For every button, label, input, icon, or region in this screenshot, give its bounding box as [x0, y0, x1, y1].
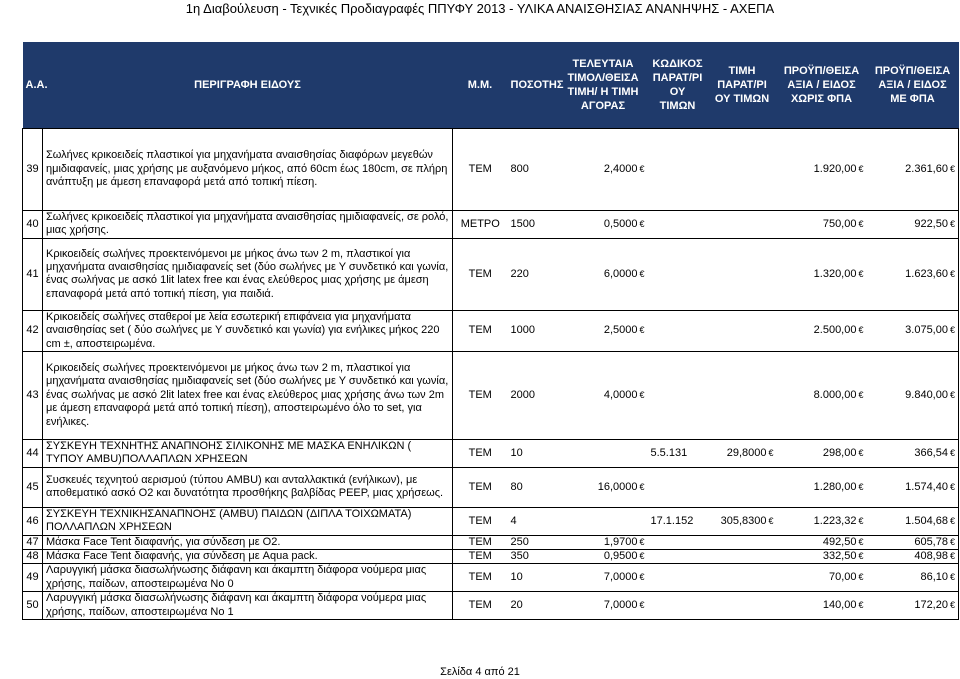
row-observatory-code: 17.1.152: [648, 507, 708, 535]
row-value-with-vat: [867, 352, 959, 440]
euro-icon: [950, 163, 955, 176]
row-description: Κρικοειδείς σωλήνες σταθεροί με λεία εσωτερική επιφάνεια για μηχανήματα αναισθησίας set ( δύο σωλήνες με Υ συνδετικό και γωνία) για ενήλικες μήκος 220 cm ±, αποστειρωμένα.: [43, 310, 453, 351]
euro-icon: [639, 571, 644, 584]
row-number: 39: [23, 129, 43, 211]
row-observatory-price-value: 305,8300: [720, 514, 767, 527]
row-value-with-vat-value: 2.361,60: [905, 163, 948, 175]
row-value-no-vat-value: 1.280,00: [813, 480, 857, 493]
row-unit: ΤΕΜ: [453, 467, 508, 507]
row-number: 50: [23, 592, 43, 620]
row-value-with-vat-value: 1.574,40: [905, 480, 948, 493]
row-last-price-value: 7,0000: [603, 571, 638, 584]
row-last-price: [559, 507, 648, 535]
row-description: Κρικοειδείς σωλήνες προεκτεινόμενοι με μήκος άνω των 2 m, πλαστικοί για μηχανήματα αναισθησίας ημιδιαφανείς set (δύο σωλήνες με Υ συνδετικό και γωνία, ένας σωλήνας με ασκό 2lit latex free και ένας ελεύθερος μιας χρήσης άνω των 2m με άμεση επαναφορά μετά από τοπική πίεση), αποστειρωμένο όλο το set, για ενήλικες.: [43, 352, 453, 440]
euro-icon: [858, 515, 863, 528]
euro-icon: [950, 447, 955, 460]
row-value-with-vat-value: 366,54: [914, 446, 948, 459]
row-observatory-price: [708, 550, 777, 564]
row-value-no-vat-value: 1.320,00: [813, 267, 857, 280]
row-value-with-vat-value: 86,10: [920, 571, 948, 584]
table-row: [23, 535, 959, 549]
row-value-with-vat: [867, 507, 959, 535]
table-row: [23, 564, 959, 592]
row-observatory-code: [648, 310, 708, 351]
row-description: ΣΥΣΚΕΥΗ ΤΕΧΝΙΚΗΣΑΝΑΠΝΟΗΣ (AMBU) ΠΑΙΔΩΝ (ΔΙΠΛΑ ΤΟΙΧΩΜΑΤΑ) ΠΟΛΛΑΠΛΩΝ ΧΡΗΣΕΩΝ: [43, 507, 453, 535]
row-last-price-value: 1,9700: [603, 535, 638, 548]
row-value-with-vat-value: 172,20: [914, 599, 948, 612]
row-value-no-vat-value: 1.920,00: [813, 163, 857, 175]
row-description: Συσκευές τεχνητού αερισμού (τύπου AMBU) και ανταλλακτικά (ενήλικων), με αποθεματικό ασκό Ο2 και δυνατότητα προσθήκης βαλβίδας PEEP, μιας χρήσεως.: [43, 467, 453, 507]
row-description: Μάσκα Face Tent διαφανής, για σύνδεση με Aqua pack.: [43, 550, 453, 564]
row-observatory-price: [708, 310, 777, 351]
euro-icon: [950, 515, 955, 528]
euro-icon: [858, 218, 863, 231]
row-value-with-vat-value: 605,78: [914, 535, 948, 548]
row-last-price-value: 0,9500: [603, 550, 638, 563]
row-observatory-code: [648, 564, 708, 592]
row-last-price: [559, 238, 648, 310]
euro-icon: [639, 550, 644, 563]
row-value-no-vat: [777, 535, 867, 549]
row-quantity: 4: [508, 507, 559, 535]
euro-icon: [950, 268, 955, 281]
document-header: 1η Διαβούλευση - Τεχνικές Προδιαγραφές ΠΠΥΦΥ 2013 - ΥΛΙΚΑ ΑΝΑΙΣΘΗΣΙΑΣ ΑΝΑΝΗΨΗΣ - ΑΧΕΠΑ: [185, 1, 775, 16]
table-row: [23, 550, 959, 564]
row-unit: ΤΕΜ: [453, 550, 508, 564]
row-last-price-value: 2,4000: [603, 163, 638, 175]
row-number: 46: [23, 507, 43, 535]
row-description: Μάσκα Face Tent διαφανής, για σύνδεση με Ο2.: [43, 535, 453, 549]
euro-icon: [639, 163, 644, 176]
table-row: [23, 211, 959, 239]
row-description: Σωλήνες κρικοειδείς πλαστικοί για μηχανήματα αναισθησίας διαφόρων μεγεθών ημιδιαφανείς, μιας χρήσης με αυξανόμενο μήκος, από 60cm έως 180cm, σε πλήρη ανάπτυξη με άμεση επαναφορά μετά από τοπική πίεση.: [43, 129, 453, 211]
row-number: 40: [23, 211, 43, 239]
row-value-with-vat-value: 922,50: [914, 217, 948, 230]
row-observatory-code: [648, 211, 708, 239]
row-last-price: [559, 535, 648, 549]
row-observatory-price: [708, 440, 777, 468]
row-number: 44: [23, 440, 43, 468]
euro-icon: [639, 599, 644, 612]
row-value-no-vat: [777, 564, 867, 592]
row-last-price: [559, 592, 648, 620]
table-row: [23, 440, 959, 468]
row-unit: ΤΕΜ: [453, 507, 508, 535]
row-value-with-vat: [867, 535, 959, 549]
euro-icon: [950, 599, 955, 612]
row-value-no-vat-value: 1.223,32: [813, 514, 857, 527]
row-quantity: 2000: [508, 352, 559, 440]
row-last-price: [559, 440, 648, 468]
row-observatory-code: [648, 129, 708, 211]
euro-icon: [858, 447, 863, 460]
row-description: Λαρυγγική μάσκα διασωλήνωσης διάφανη και άκαμπτη διάφορα νούμερα μιας χρήσης, παίδων, αποστειρωμένα Νο 1: [43, 592, 453, 620]
row-observatory-code: 5.5.131: [648, 440, 708, 468]
row-description: Σωλήνες κρικοειδείς πλαστικοί για μηχανήματα αναισθησίας ημιδιαφανείς, σε ρολό, μιας χρήσης.: [43, 211, 453, 239]
row-value-no-vat-value: 2.500,00: [813, 324, 857, 337]
euro-icon: [639, 324, 644, 337]
row-observatory-price: [708, 564, 777, 592]
row-unit: ΤΕΜ: [453, 440, 508, 468]
row-description: ΣΥΣΚΕΥΗ ΤΕΧΝΗΤΗΣ ΑΝΑΠΝΟΗΣ ΣΙΛΙΚΟΝΗΣ ΜΕ ΜΑΣΚΑ ΕΝΗΛΙΚΩΝ ( ΤΥΠΟΥ AMBU)ΠΟΛΛΑΠΛΩΝ ΧΡΗΣΕΩΝ: [43, 440, 453, 468]
row-quantity: 1500: [508, 211, 559, 239]
row-observatory-code: [648, 467, 708, 507]
row-value-with-vat: [867, 550, 959, 564]
row-observatory-price: [708, 592, 777, 620]
row-value-with-vat: [867, 440, 959, 468]
table-row: [23, 467, 959, 507]
euro-icon: [858, 536, 863, 549]
row-number: 43: [23, 352, 43, 440]
table-body: [23, 129, 959, 620]
table-row: [23, 238, 959, 310]
euro-icon: [950, 571, 955, 584]
row-value-no-vat: [777, 507, 867, 535]
col-header-aa: Α.Α.: [23, 42, 43, 129]
row-observatory-code: [648, 592, 708, 620]
row-value-with-vat-value: 3.075,00: [905, 324, 948, 337]
euro-icon: [858, 571, 863, 584]
row-quantity: 250: [508, 535, 559, 549]
row-last-price: [559, 211, 648, 239]
row-value-with-vat: [867, 238, 959, 310]
row-unit: ΤΕΜ: [453, 352, 508, 440]
row-last-price-value: 16,0000: [597, 480, 638, 493]
row-quantity: 220: [508, 238, 559, 310]
euro-icon: [858, 481, 863, 494]
row-observatory-price: [708, 507, 777, 535]
row-value-no-vat: [777, 310, 867, 351]
row-value-with-vat: [867, 467, 959, 507]
row-quantity: 20: [508, 592, 559, 620]
row-last-price: [559, 310, 648, 351]
row-value-with-vat: [867, 592, 959, 620]
row-value-no-vat: [777, 238, 867, 310]
euro-icon: [858, 324, 863, 337]
row-value-no-vat-value: 70,00: [828, 571, 857, 584]
table-row: [23, 507, 959, 535]
col-header-value-with-vat: ΠΡΟΫΠ/ΘΕΙΣΑ ΑΞΙΑ / ΕΙΔΟΣ ΜΕ ΦΠΑ: [867, 42, 959, 129]
row-quantity: 800: [508, 129, 559, 211]
row-observatory-price: [708, 467, 777, 507]
euro-icon: [639, 218, 644, 231]
row-value-no-vat-value: 298,00: [822, 446, 857, 459]
row-last-price: [559, 352, 648, 440]
row-observatory-price: [708, 129, 777, 211]
row-last-price-value: 7,0000: [603, 599, 638, 612]
row-value-no-vat-value: 140,00: [822, 599, 857, 612]
row-description: Λαρυγγική μάσκα διασωλήνωσης διάφανη και άκαμπτη διάφορα νούμερα μιας χρήσης, παίδων, αποστειρωμένα Νο 0: [43, 564, 453, 592]
col-header-quantity: ΠΟΣΟΤΗΣ: [508, 42, 559, 129]
table-row: [23, 592, 959, 620]
col-header-last-price: ΤΕΛΕΥΤΑΙΑ ΤΙΜΟΛ/ΘΕΙΣΑ ΤΙΜΗ/ Η ΤΙΜΗ ΑΓΟΡΑΣ: [559, 42, 648, 129]
euro-icon: [950, 536, 955, 549]
row-last-price: [559, 467, 648, 507]
row-last-price-value: 4,0000: [603, 389, 638, 402]
euro-icon: [639, 268, 644, 281]
row-quantity: 10: [508, 440, 559, 468]
row-value-no-vat-value: 750,00: [822, 217, 857, 230]
row-value-no-vat: [777, 440, 867, 468]
euro-icon: [950, 389, 955, 402]
row-value-no-vat-value: 8.000,00: [813, 389, 857, 402]
euro-icon: [639, 536, 644, 549]
col-header-value-no-vat: ΠΡΟΫΠ/ΘΕΙΣΑ ΑΞΙΑ / ΕΙΔΟΣ ΧΩΡΙΣ ΦΠΑ: [777, 42, 867, 129]
euro-icon: [950, 324, 955, 337]
row-unit: ΜΕΤΡΟ: [453, 211, 508, 239]
euro-icon: [639, 481, 644, 494]
row-number: 42: [23, 310, 43, 351]
euro-icon: [950, 481, 955, 494]
row-observatory-code: [648, 238, 708, 310]
table-row: [23, 352, 959, 440]
col-header-observatory-code: ΚΩΔΙΚΟΣ ΠΑΡΑΤ/ΡΙ ΟΥ ΤΙΜΩΝ: [648, 42, 708, 129]
euro-icon: [858, 163, 863, 176]
row-value-no-vat: [777, 550, 867, 564]
euro-icon: [858, 550, 863, 563]
col-header-unit: Μ.Μ.: [453, 42, 508, 129]
row-unit: ΤΕΜ: [453, 535, 508, 549]
row-observatory-price: [708, 238, 777, 310]
row-value-with-vat-value: 408,98: [914, 550, 948, 563]
row-description: Κρικοειδείς σωλήνες προεκτεινόμενοι με μήκος άνω των 2 m, πλαστικοί για μηχανήματα αναισθησίας ημιδιαφανείς set (δύο σωλήνες με Υ συνδετικό και γωνία, ένας σωλήνας με ασκό 1lit latex free και ένας ελεύθερος μιας χρήσης με άμεση επαναφορά μετά από τοπική πίεση, για παιδιά.: [43, 238, 453, 310]
row-value-no-vat: [777, 211, 867, 239]
row-observatory-price: [708, 352, 777, 440]
row-value-with-vat: [867, 129, 959, 211]
table-row: [23, 129, 959, 211]
row-quantity: 1000: [508, 310, 559, 351]
row-unit: ΤΕΜ: [453, 129, 508, 211]
table-row: [23, 310, 959, 351]
euro-icon: [950, 218, 955, 231]
row-value-with-vat: [867, 310, 959, 351]
row-last-price: [559, 129, 648, 211]
euro-icon: [950, 550, 955, 563]
row-number: 41: [23, 238, 43, 310]
euro-icon: [858, 389, 863, 402]
row-last-price-value: 2,5000: [603, 324, 638, 337]
row-value-with-vat-value: 9.840,00: [905, 389, 948, 402]
col-header-description: ΠΕΡΙΓΡΑΦΗ ΕΙΔΟΥΣ: [43, 42, 453, 129]
row-unit: ΤΕΜ: [453, 564, 508, 592]
items-table: [22, 42, 959, 620]
row-value-no-vat: [777, 352, 867, 440]
row-value-with-vat: [867, 211, 959, 239]
row-number: 49: [23, 564, 43, 592]
row-observatory-code: [648, 550, 708, 564]
euro-icon: [858, 268, 863, 281]
row-observatory-price: [708, 535, 777, 549]
row-number: 48: [23, 550, 43, 564]
row-unit: ΤΕΜ: [453, 310, 508, 351]
row-last-price-value: 0,5000: [603, 217, 638, 230]
row-last-price-value: 6,0000: [603, 267, 638, 280]
row-observatory-price: [708, 211, 777, 239]
row-value-with-vat-value: 1.623,60: [905, 267, 948, 280]
page-number: Σελίδα 4 από 21: [440, 666, 520, 678]
row-value-no-vat: [777, 129, 867, 211]
row-unit: ΤΕΜ: [453, 238, 508, 310]
row-observatory-code: [648, 352, 708, 440]
row-number: 45: [23, 467, 43, 507]
table-header-row: [23, 42, 959, 129]
row-value-with-vat: [867, 564, 959, 592]
row-value-no-vat-value: 492,50: [822, 535, 857, 548]
euro-icon: [858, 599, 863, 612]
euro-icon: [639, 389, 644, 402]
row-quantity: 10: [508, 564, 559, 592]
col-header-observatory-price: ΤΙΜΗ ΠΑΡΑΤ/ΡΙ ΟΥ ΤΙΜΩΝ: [708, 42, 777, 129]
row-quantity: 350: [508, 550, 559, 564]
row-quantity: 80: [508, 467, 559, 507]
row-unit: ΤΕΜ: [453, 592, 508, 620]
row-number: 47: [23, 535, 43, 549]
row-last-price: [559, 564, 648, 592]
euro-icon: [768, 447, 773, 460]
row-value-with-vat-value: 1.504,68: [905, 514, 948, 527]
row-value-no-vat: [777, 467, 867, 507]
euro-icon: [768, 515, 773, 528]
row-value-no-vat-value: 332,50: [822, 550, 857, 563]
row-observatory-price-value: 29,8000: [726, 446, 767, 459]
row-observatory-code: [648, 535, 708, 549]
row-last-price: [559, 550, 648, 564]
row-value-no-vat: [777, 592, 867, 620]
